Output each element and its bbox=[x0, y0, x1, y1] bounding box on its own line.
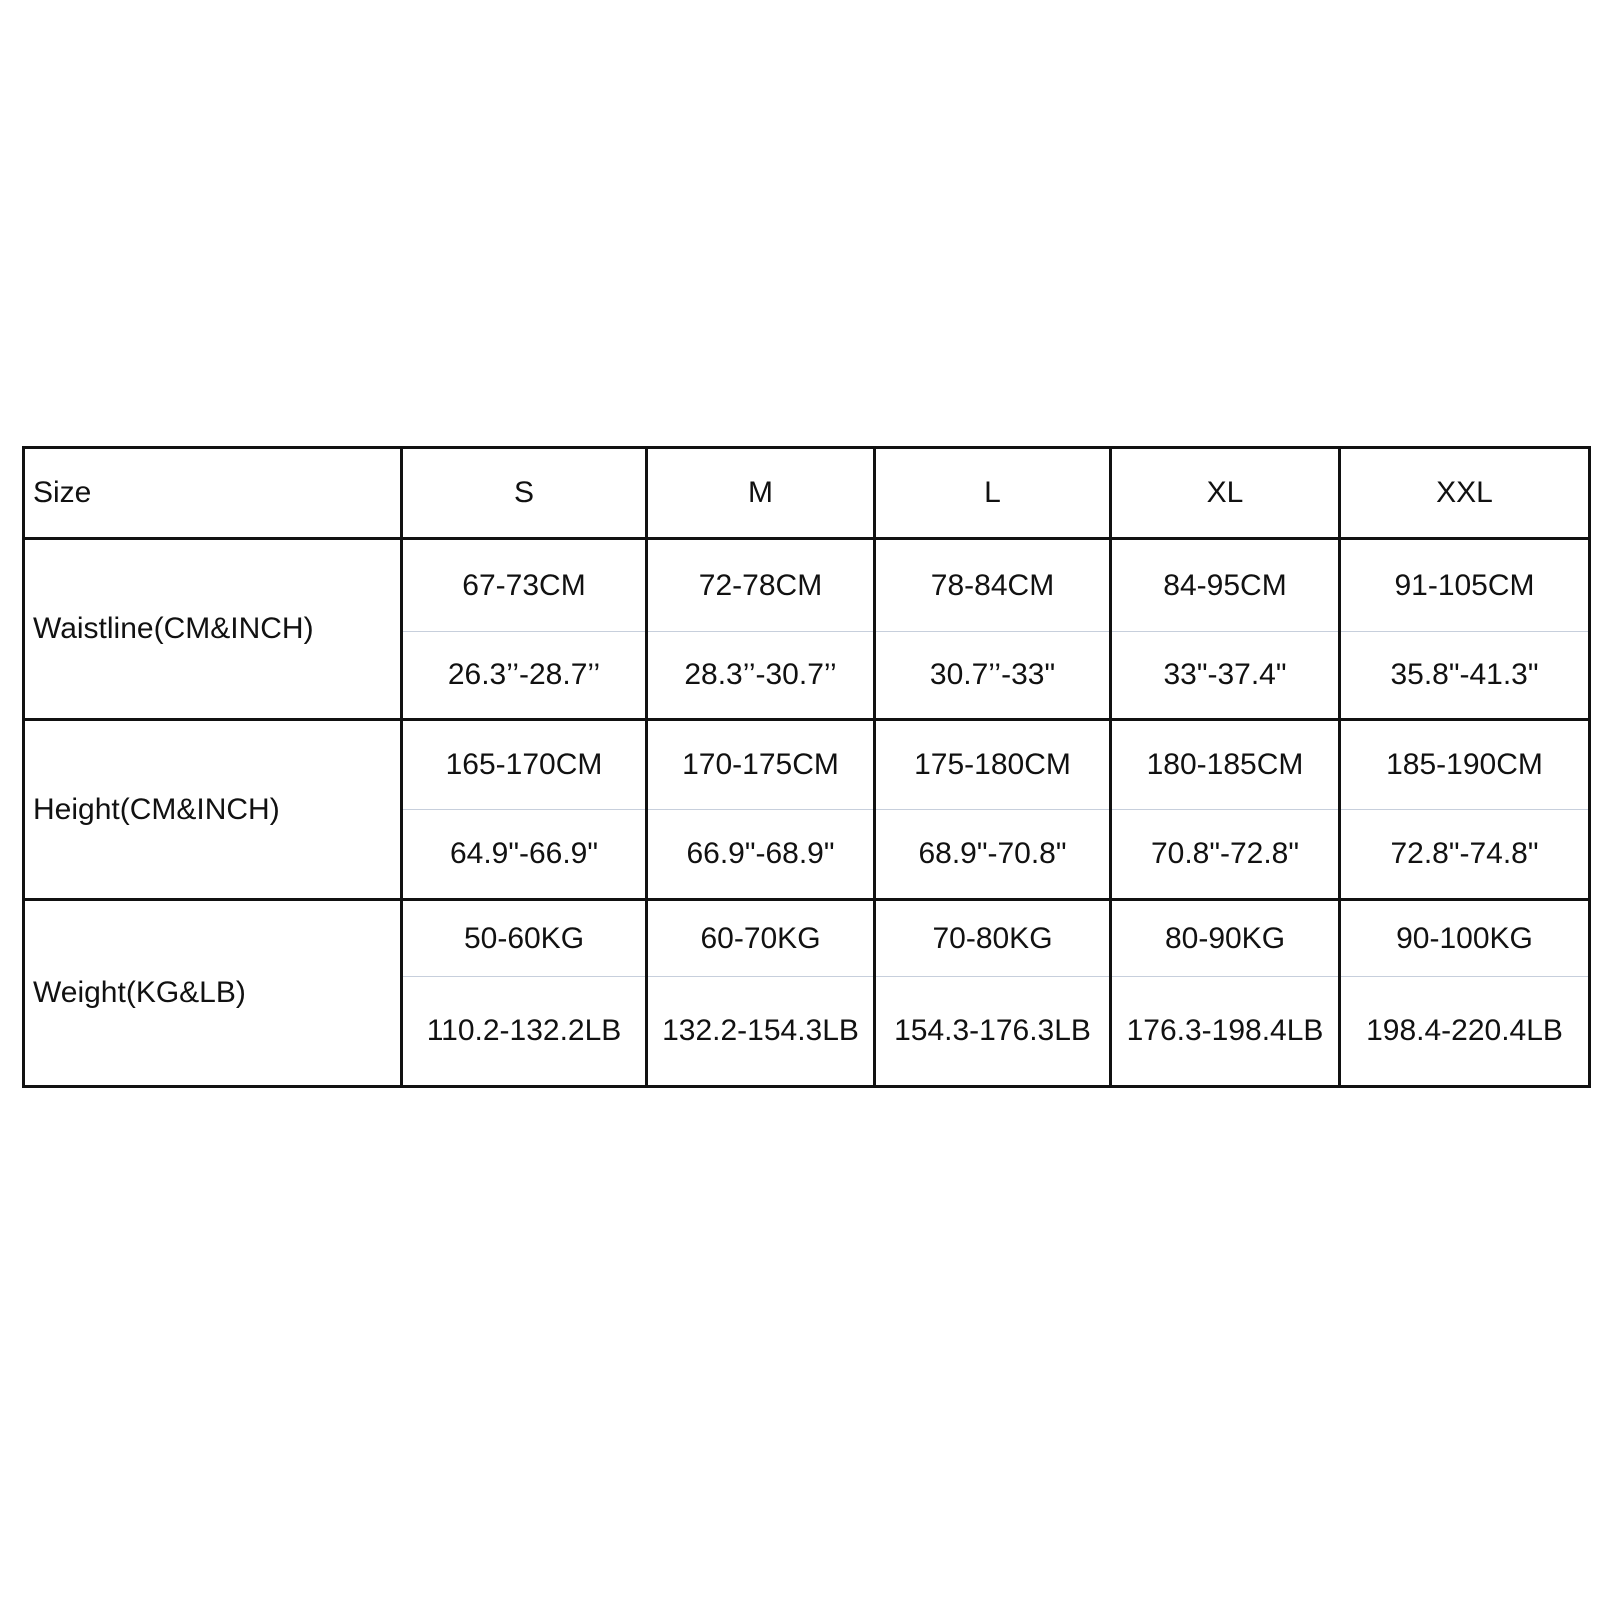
table-cell: 185-190CM bbox=[1340, 720, 1590, 810]
header-row bbox=[24, 448, 1590, 539]
table-cell: 91-105CM bbox=[1340, 539, 1590, 632]
height-row-label: Height(CM&INCH) bbox=[24, 720, 402, 900]
weight-row-label: Weight(KG&LB) bbox=[24, 900, 402, 1087]
table-cell: 110.2-132.2LB bbox=[402, 977, 647, 1087]
size-col-m: M bbox=[647, 448, 875, 539]
table-cell: 68.9"-70.8" bbox=[875, 810, 1111, 900]
table-cell: 84-95CM bbox=[1111, 539, 1340, 632]
table-cell: 198.4-220.4LB bbox=[1340, 977, 1590, 1087]
size-chart-table bbox=[22, 446, 1591, 1088]
table-cell: 50-60KG bbox=[402, 900, 647, 977]
table-cell: 66.9"-68.9" bbox=[647, 810, 875, 900]
table-cell: 72-78CM bbox=[647, 539, 875, 632]
table-cell: 175-180CM bbox=[875, 720, 1111, 810]
table-cell: 78-84CM bbox=[875, 539, 1111, 632]
size-col-l: L bbox=[875, 448, 1111, 539]
table-cell: 28.3’’-30.7’’ bbox=[647, 632, 875, 720]
table-cell: 154.3-176.3LB bbox=[875, 977, 1111, 1087]
table-cell: 60-70KG bbox=[647, 900, 875, 977]
table-cell: 67-73CM bbox=[402, 539, 647, 632]
size-col-xl: XL bbox=[1111, 448, 1340, 539]
table-cell: 80-90KG bbox=[1111, 900, 1340, 977]
waistline-row-label: Waistline(CM&INCH) bbox=[24, 539, 402, 720]
table-cell: 90-100KG bbox=[1340, 900, 1590, 977]
size-col-s: S bbox=[402, 448, 647, 539]
table-cell: 165-170CM bbox=[402, 720, 647, 810]
weight-kg-row bbox=[24, 900, 1590, 977]
height-cm-row bbox=[24, 720, 1590, 810]
size-col-xxl: XXL bbox=[1340, 448, 1590, 539]
table-cell: 35.8"-41.3" bbox=[1340, 632, 1590, 720]
table-cell: 170-175CM bbox=[647, 720, 875, 810]
table-cell: 64.9"-66.9" bbox=[402, 810, 647, 900]
waistline-cm-row bbox=[24, 539, 1590, 632]
table-cell: 26.3’’-28.7’’ bbox=[402, 632, 647, 720]
table-cell: 70-80KG bbox=[875, 900, 1111, 977]
table-cell: 30.7’’-33" bbox=[875, 632, 1111, 720]
table-cell: 176.3-198.4LB bbox=[1111, 977, 1340, 1087]
size-header-label: Size bbox=[24, 448, 402, 539]
table-cell: 33"-37.4" bbox=[1111, 632, 1340, 720]
table-cell: 132.2-154.3LB bbox=[647, 977, 875, 1087]
table-cell: 180-185CM bbox=[1111, 720, 1340, 810]
table-cell: 72.8"-74.8" bbox=[1340, 810, 1590, 900]
table-cell: 70.8"-72.8" bbox=[1111, 810, 1340, 900]
